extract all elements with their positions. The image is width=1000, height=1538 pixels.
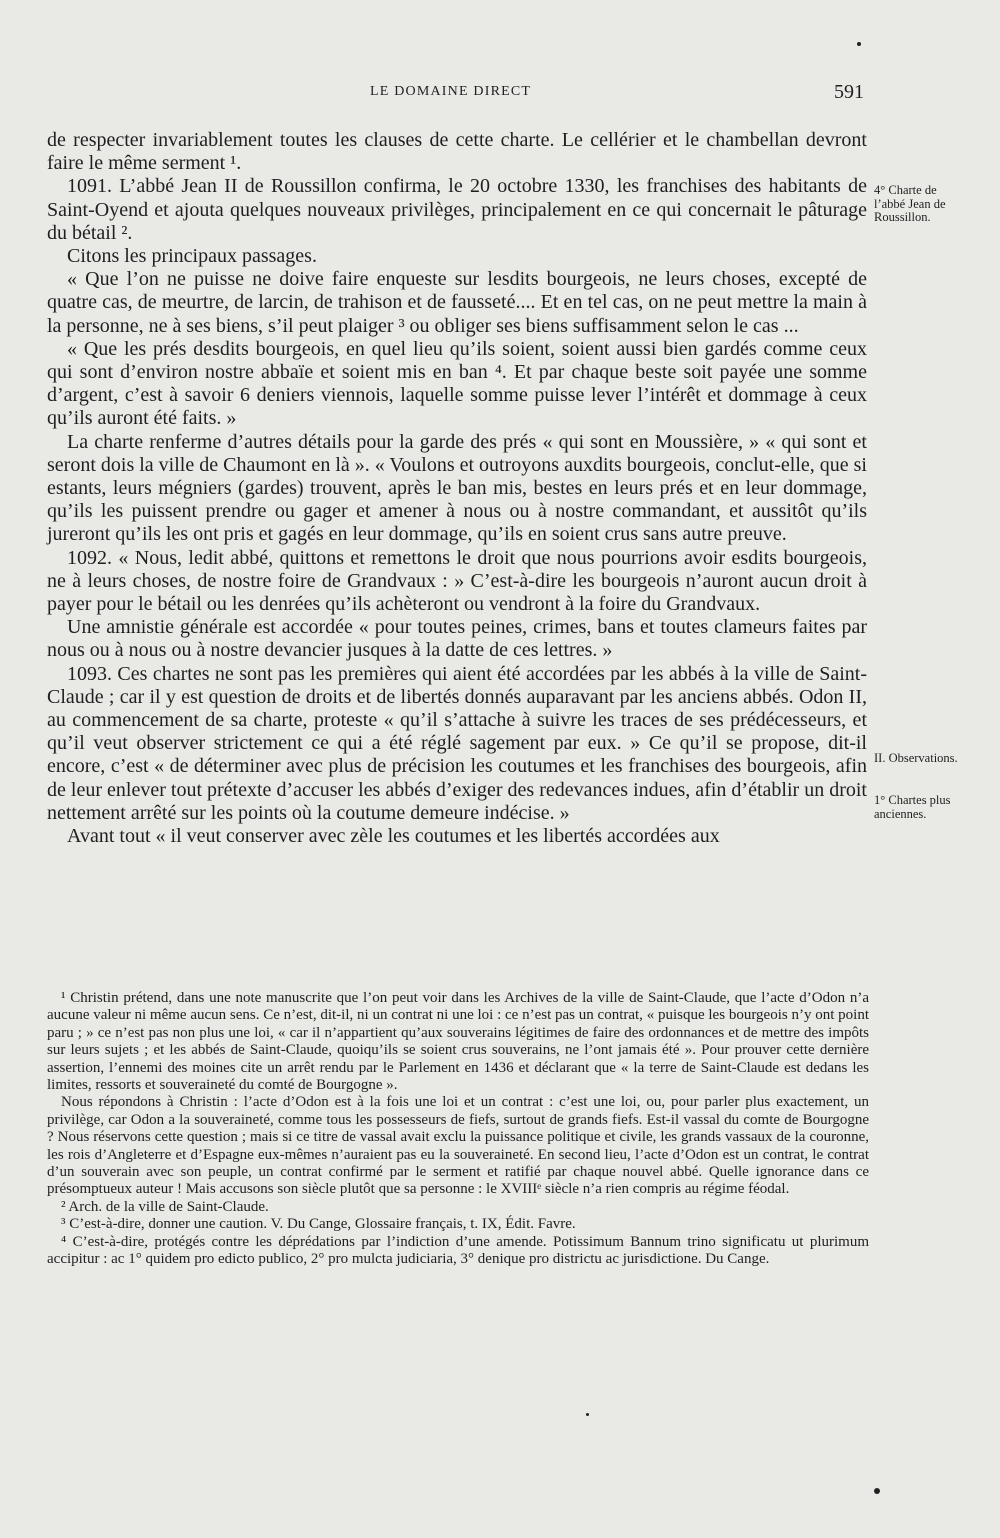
footnote-1-continued: Nous répondons à Christin : l’acte d’Odon est à la fois une loi et un contrat : c’est une loi, ou, pour parler plus exactement, un privilège, car Odon a la souveraineté, comme tous les possesseurs de fiefs, surtout de grands fiefs. Est-il vassal du comte de Bourgogne ? Nous réservons cette question ; mais si ce titre de vassal avait exclu la puissance politique et civile, les grands vassaux de la couronne, les rois d’Angleterre et d’Espagne eux-mêmes n’auraient pas eu la souveraineté. En second lieu, l’acte d’Odon est un contrat, le contrat d’un souverain avec son peuple, un contrat confirmé par le serment et ratifié par chaque nouvel abbé. Quelle ignorance dans ce présomptueux auteur ! Mais accusons son siècle plutôt que sa personne : le XVIIIᵉ siècle n’a rien compris au régime féodal.	[47, 1094, 869, 1198]
paragraph-1093: 1093. Ces chartes ne sont pas les premières qui aient été accordées par les abbés à la ville de Saint-Claude ; car il y est question de droits et de libertés donnés auparavant par les anciens abbés. Odon II, au commencement de sa charte, proteste « qu’il s’attache à suivre les traces de ses prédécesseurs, et qu’il veut observer strictement ce qui a été réglé sagement par eux. » Ce qu’il se propose, dit-il encore, c’est « de déterminer avec plus de précision les coutumes et les franchises des bourgeois, afin de leur enlever tout prétexte d’accuser les abbés d’exiger des redevances indues, afin d’établir un droit nettement arrêté sur les points où la coutume demeure indécise. »	[47, 662, 867, 824]
page-number: 591	[834, 81, 864, 103]
quotation: « Que l’on ne puisse ne doive faire enqueste sur lesdits bourgeois, ne leurs choses, excepté de quatre cas, de meurtre, de larcin, de trahison et de fausseté.... Et en tel cas, on ne peut mettre la main à la personne, ne à ses biens, s’il peut plaiger ³ ou obliger ses biens suffisamment selon le cas ...	[47, 268, 867, 337]
running-title: LE DOMAINE DIRECT	[370, 84, 532, 99]
footnote-3: ³ C’est-à-dire, donner une caution. V. Du Cange, Glossaire français, t. IX, Édit. Favre.	[61, 1216, 576, 1233]
margin-note-chartes-anciennes: 1° Chartes plus anciennes.	[874, 793, 951, 821]
ink-speck	[874, 1488, 880, 1494]
footnote-4: ⁴ C’est-à-dire, protégés contre les déprédations par l’indiction d’une amende. Potissimum Bannum trino significatu ut plurimum accipitur : ac 1° quidem pro edicto publico, 2° pro mulcta judiciaria, 3° denique pro districtu ac jurisdictione. Du Cange.	[47, 1233, 869, 1268]
footnotes	[47, 990, 869, 1269]
paragraph-1092: 1092. « Nous, ledit abbé, quittons et remettons le droit que nous pourrions avoir esdits bourgeois, ne à leurs choses, de nostre foire de Grandvaux : » C’est-à-dire les bourgeois n’auront aucun droit à payer pour le bétail ou les denrées qu’ils achèteront ou vendront à la foire du Grandvaux.	[47, 546, 867, 616]
main-text	[47, 129, 867, 848]
ink-speck	[857, 42, 861, 46]
paragraph: La charte renferme d’autres détails pour la garde des prés « qui sont en Moussière, » « qui sont et seront dois la ville de Chaumont en là ». « Voulons et outroyons auxdits bourgeois, conclut-elle, que si estants, leurs mégniers (gardes) trouvent, après le ban mis, bestes en leurs prés et en leur dommage, qu’ils les puissent prendre ou gager et amener à nous ou à nostre commandant, et aussitôt qu’ils jureront qu’ils les ont pris et gagés en leur dommage, qu’ils en soient crus sans autre preuve.	[47, 430, 867, 546]
ink-speck	[586, 1413, 589, 1416]
footnote-1: ¹ Christin prétend, dans une note manuscrite que l’on peut voir dans les Archives de la ville de Saint-Claude, que l’acte d’Odon n’a aucune valeur ni même aucun sens. Ce n’est, dit-il, ni un contrat ni une loi : ce n’est pas un contrat, « puisque les bourgeois n’y ont point paru ; » ce n’est pas non plus une loi, « car il n’appartient qu’aux souverains légitimes de faire des ordonnances et de mettre des impôts sur leurs sujets ; et les abbés de Saint-Claude, quoiqu’ils se soient crus souverains, ne l’ont jamais été ». Pour prouver cette dernière assertion, l’ennemi des moines cite un arrêt rendu par le Parlement en 1436 et déclarant que « la terre de Saint-Claude est dedans les limites, ressorts et souveraineté du comté de Bourgogne ».	[47, 990, 869, 1094]
paragraph: Une amnistie générale est accordée « pour toutes peines, crimes, bans et toutes clameurs faites par nous ou à nous ou à nostre devancier jusques à la datte de ces lettres. »	[47, 616, 867, 662]
margin-note-charte: 4° Charte de l’abbé Jean de Roussillon.	[874, 183, 946, 224]
running-head	[0, 81, 1000, 106]
paragraph: Avant tout « il veut conserver avec zèle les coutumes et les libertés accordées aux	[67, 825, 720, 848]
margin-note-observations: II. Observations.	[874, 751, 958, 765]
paragraph: de respecter invariablement toutes les clauses de cette charte. Le cellérier et le chambellan devront faire le même serment ¹.	[47, 129, 867, 175]
paragraph-1091: 1091. L’abbé Jean II de Roussillon confirma, le 20 octobre 1330, les franchises des habitants de Saint-Oyend et ajouta quelques nouveaux privilèges, principalement en ce qui concernait le pâturage du bétail ².	[47, 175, 867, 244]
quotation: « Que les prés desdits bourgeois, en quel lieu qu’ils soient, soient aussi bien gardés comme ceux qui sont d’environ nostre abbaïe et soient mis en ban ⁴. Et par chaque beste soit payée une somme d’argent, c’est à savoir 6 deniers viennois, laquelle somme puisse lever l’intérêt et dommage à ceux qu’ils auront été faits. »	[47, 337, 867, 430]
footnote-2: ² Arch. de la ville de Saint-Claude.	[61, 1198, 269, 1215]
paragraph: Citons les principaux passages.	[67, 245, 317, 268]
